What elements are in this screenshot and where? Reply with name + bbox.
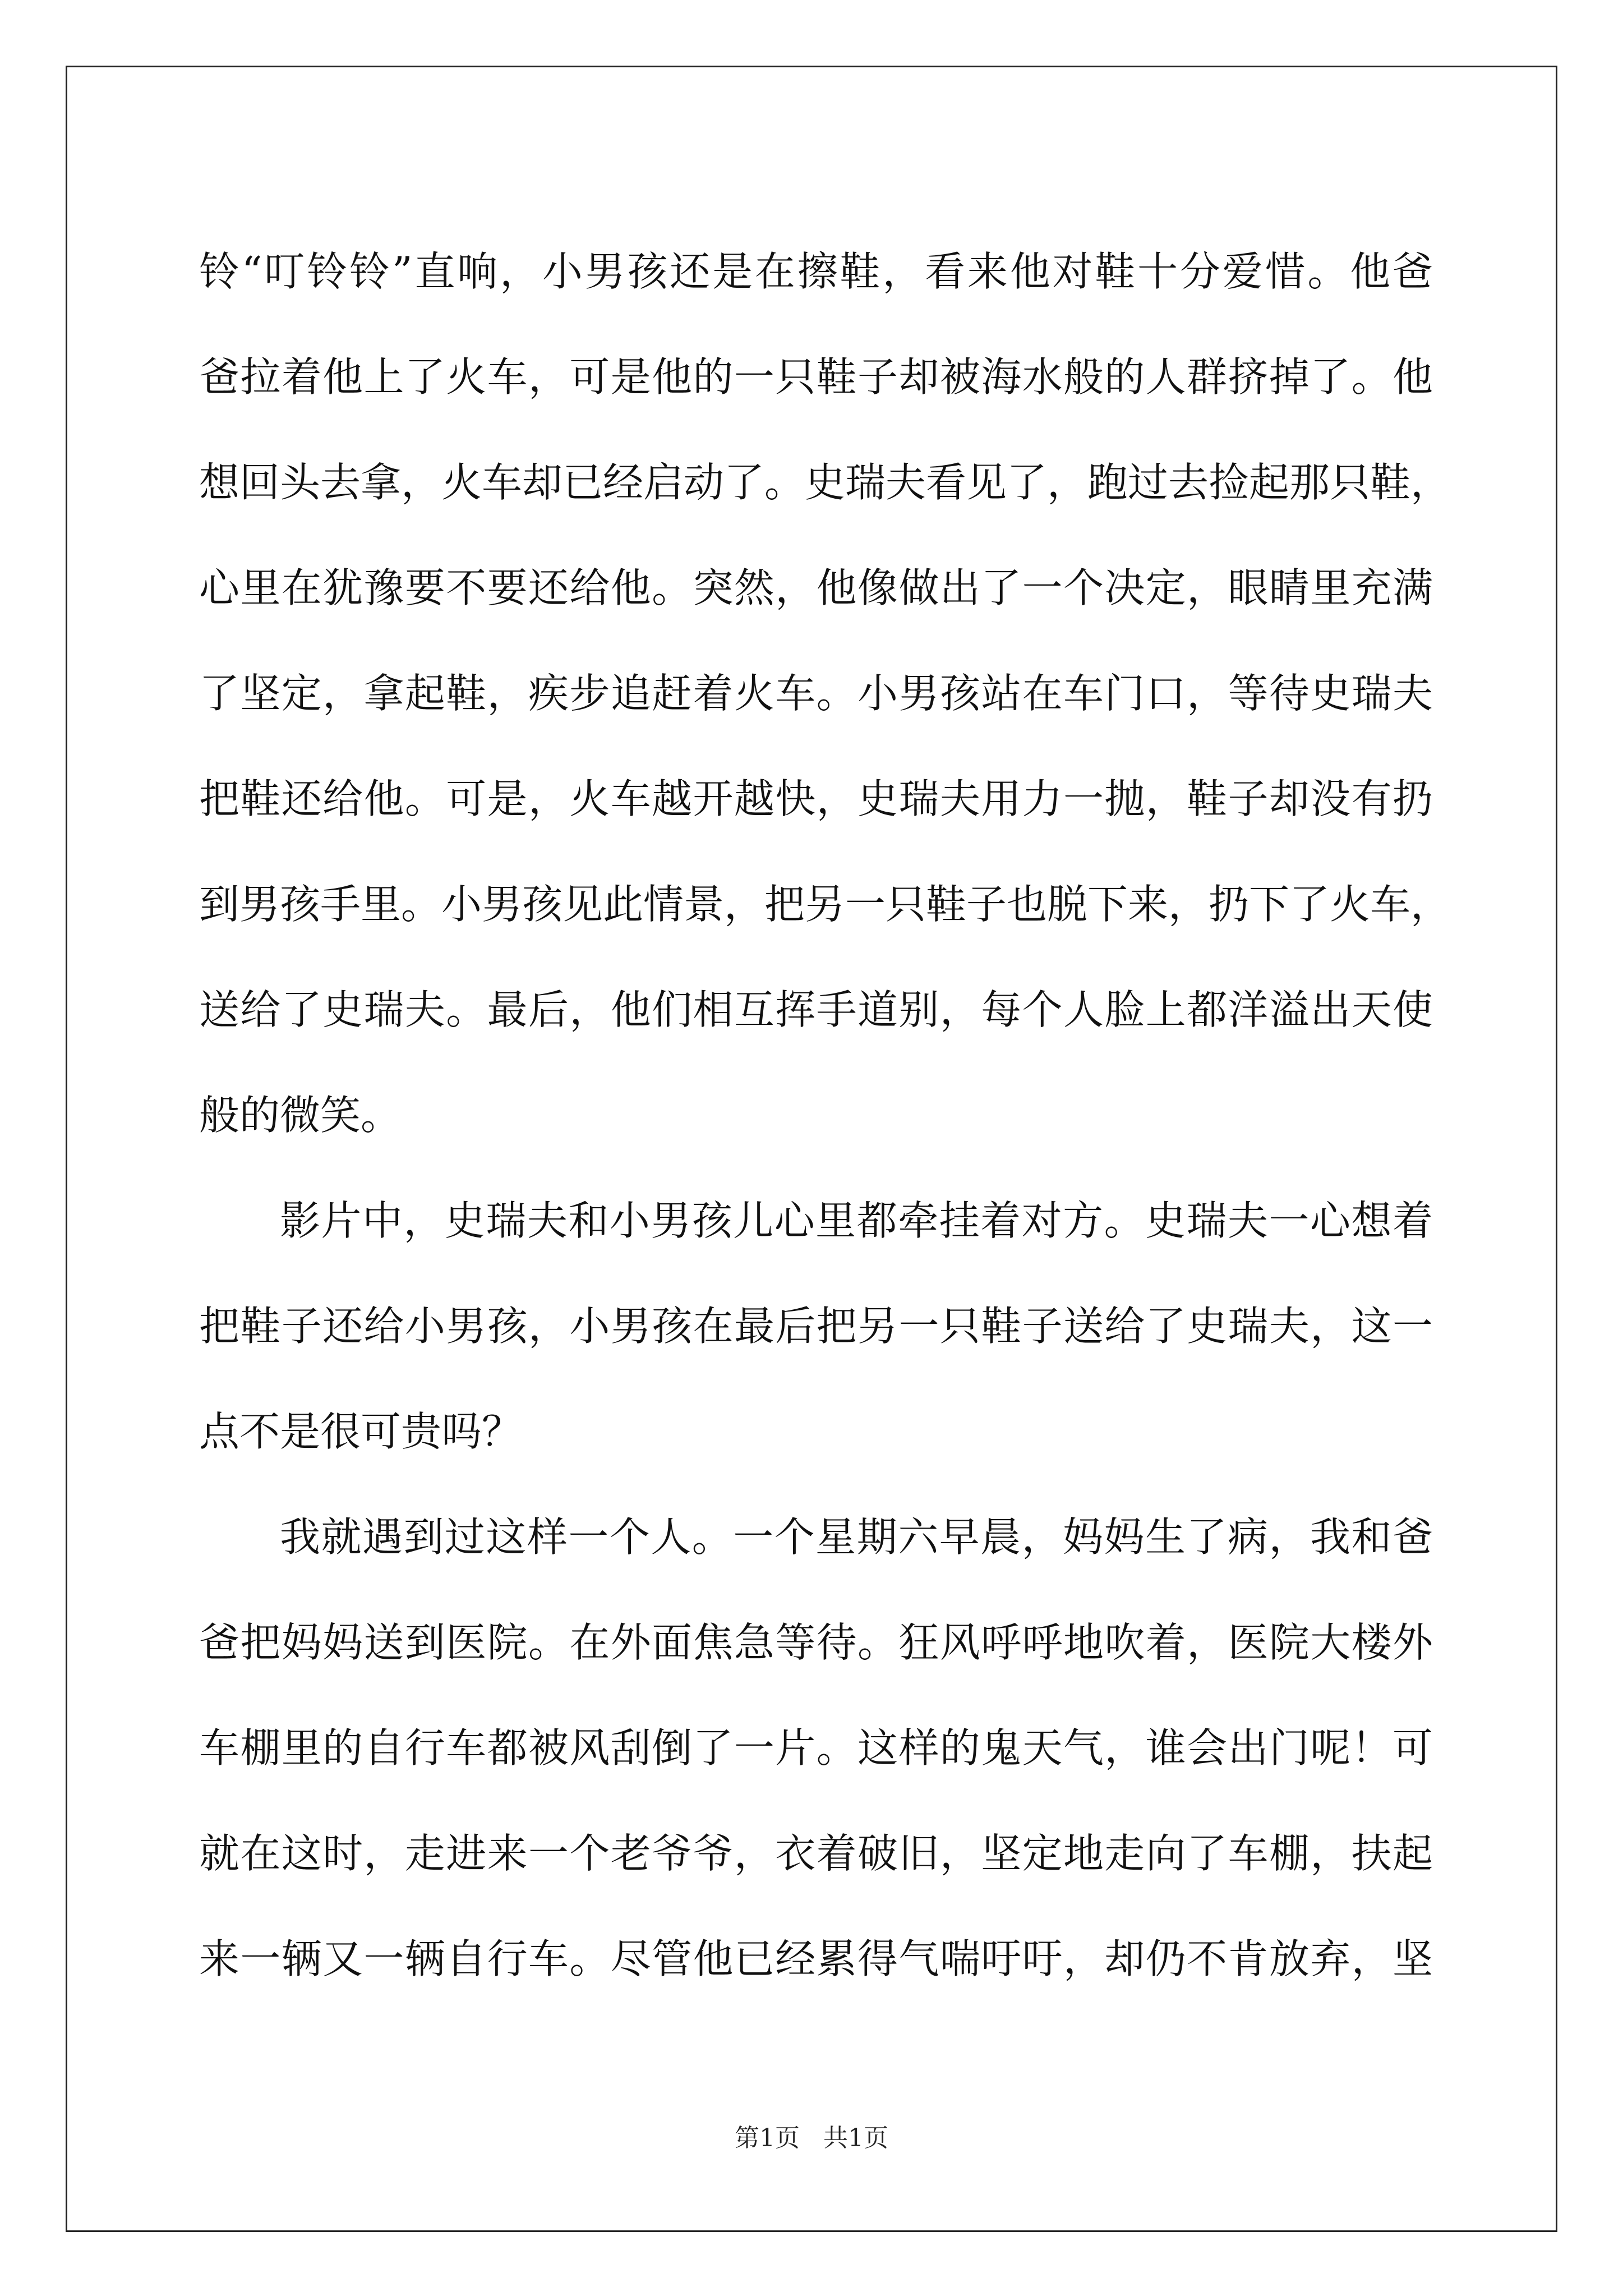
text-line: 爸拉着他上了火车，可是他的一只鞋子却被海水般的人群挤掉了。他 bbox=[199, 353, 1433, 401]
page-number-footer: 第1页 共1页 bbox=[735, 2124, 888, 2152]
paragraph-start-line: 我就遇到过这样一个人。一个星期六早晨，妈妈生了病，我和爸 bbox=[280, 1513, 1433, 1561]
text-line: 来一辆又一辆自行车。尽管他已经累得气喘吁吁，却仍不肯放弃，坚 bbox=[199, 1935, 1433, 1982]
paragraph-start-line: 影片中，史瑞夫和小男孩儿心里都牵挂着对方。史瑞夫一心想着 bbox=[280, 1197, 1433, 1244]
text-line: 就在这时，走进来一个老爷爷，衣着破旧，坚定地走向了车棚，扶起 bbox=[199, 1830, 1433, 1877]
text-line: 车棚里的自行车都被风刮倒了一片。这样的鬼天气，谁会出门呢！可 bbox=[199, 1724, 1433, 1772]
text-line: 想回头去拿，火车却已经启动了。史瑞夫看见了，跑过去捡起那只鞋， bbox=[199, 459, 1451, 506]
text-line: 点不是很可贵吗？ bbox=[199, 1408, 523, 1455]
text-line: 送给了史瑞夫。最后，他们相互挥手道别，每个人脸上都洋溢出天使 bbox=[199, 986, 1433, 1033]
text-line: 了坚定，拿起鞋，疾步追赶着火车。小男孩站在车门口，等待史瑞夫 bbox=[199, 670, 1433, 717]
text-line: 铃“叮铃铃”直响，小男孩还是在擦鞋，看来他对鞋十分爱惜。他爸 bbox=[199, 248, 1433, 295]
text-line: 心里在犹豫要不要还给他。突然，他像做出了一个决定，眼睛里充满 bbox=[199, 564, 1433, 611]
text-line: 把鞋子还给小男孩，小男孩在最后把另一只鞋子送给了史瑞夫，这一 bbox=[199, 1303, 1433, 1350]
text-line: 爸把妈妈送到医院。在外面焦急等待。狂风呼呼地吹着，医院大楼外 bbox=[199, 1619, 1433, 1666]
text-line: 般的微笑。 bbox=[199, 1092, 402, 1139]
text-line: 把鞋还给他。可是，火车越开越快，史瑞夫用力一抛，鞋子却没有扔 bbox=[199, 775, 1433, 822]
text-line: 到男孩手里。小男孩见此情景，把另一只鞋子也脱下来，扔下了火车， bbox=[199, 881, 1451, 928]
document-body bbox=[199, 219, 1451, 2012]
